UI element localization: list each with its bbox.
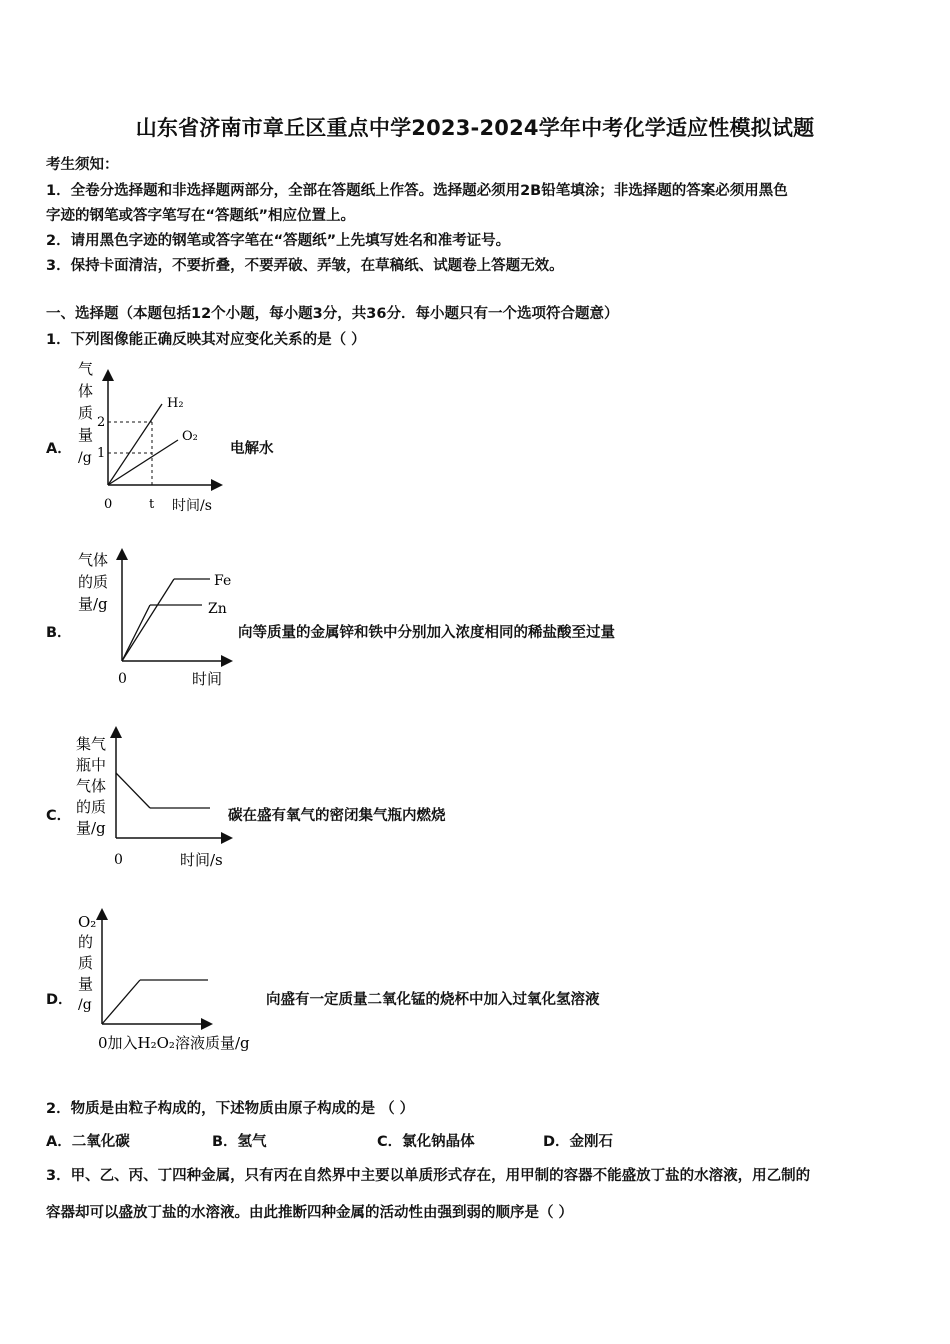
series-label: Zn: [208, 601, 227, 617]
series-line-h2: [108, 404, 162, 485]
series-line-o2: [108, 440, 178, 485]
y-axis-label: 质: [78, 954, 94, 972]
y-axis-label: 量: [78, 975, 94, 993]
series-label: O₂: [182, 429, 198, 444]
section-heading: 一、选择题（本题包括12个小题，每小题3分，共36分．每小题只有一个选项符合题意）: [46, 306, 619, 322]
x-axis-label: 时间/s: [172, 498, 212, 514]
option-label: D．: [46, 992, 73, 1008]
y-axis-label: 量: [78, 426, 94, 444]
page-title: 山东省济南市章丘区重点中学2023-2024学年中考化学适应性模拟试题: [135, 116, 815, 140]
series-label: Fe: [214, 573, 232, 589]
y-axis-label: 的: [78, 933, 94, 951]
origin-label: 0: [118, 671, 127, 687]
graph-a: [70, 360, 230, 520]
y-axis-label: 瓶中: [76, 756, 107, 774]
y-axis-label: 气体: [78, 551, 109, 569]
y-axis-label: 质: [78, 404, 94, 422]
graph-c: [70, 725, 240, 875]
series-label: H₂: [167, 396, 184, 411]
y-axis-label: 的质: [78, 573, 109, 591]
series-line: [102, 980, 140, 1024]
y-axis-label: 量/g: [78, 595, 108, 613]
answer-option: B．氢气: [212, 1134, 267, 1150]
y-axis-label: 气体: [76, 777, 107, 795]
y-axis-label: 气: [78, 360, 94, 378]
x-axis-label: 时间/s: [180, 851, 223, 869]
x-axis-label: 时间: [192, 670, 223, 688]
option-label: B．: [46, 625, 72, 641]
y-axis-label: 体: [78, 382, 94, 400]
answer-option: A．二氧化碳: [46, 1134, 130, 1150]
notice-item: 字迹的钢笔或答字笔写在“答题纸”相应位置上。: [46, 208, 356, 224]
y-axis-label: O₂: [78, 913, 97, 931]
y-axis-label: /g: [78, 450, 92, 466]
question-stem: 1．下列图像能正确反映其对应变化关系的是（ ）: [46, 332, 366, 348]
option-caption: 向盛有一定质量二氧化锰的烧杯中加入过氧化氢溶液: [266, 992, 600, 1008]
origin-label: 0: [104, 497, 113, 512]
graph-d: [70, 907, 270, 1057]
notice-item: 1．全卷分选择题和非选择题两部分，全部在答题纸上作答。选择题必须用2B铅笔填涂；非选择题的答案必须用黑色: [46, 183, 788, 199]
tick-label: 2: [97, 415, 106, 430]
graph-b: [70, 543, 240, 693]
question-stem: 2．物质是由粒子构成的，下述物质由原子构成的是 （ ）: [46, 1101, 415, 1117]
option-label: A．: [46, 441, 72, 457]
notice-heading: 考生须知：: [46, 157, 119, 173]
y-axis-label: /g: [78, 997, 92, 1013]
option-caption: 向等质量的金属锌和铁中分别加入浓度相同的稀盐酸至过量: [238, 625, 615, 641]
question-stem: 容器却可以盛放丁盐的水溶液。由此推断四种金属的活动性由强到弱的顺序是（ ）: [46, 1205, 574, 1221]
series-line: [116, 773, 150, 808]
answer-option: C．氯化钠晶体: [377, 1134, 475, 1150]
option-caption: 电解水: [230, 441, 274, 457]
option-caption: 碳在盛有氧气的密闭集气瓶内燃烧: [228, 808, 446, 824]
y-axis-label: 量/g: [76, 819, 106, 837]
option-label: C．: [46, 808, 72, 824]
tick-label: 1: [97, 446, 106, 461]
x-axis-label: 0加入H₂O₂溶液质量/g: [98, 1034, 250, 1052]
question-stem: 3．甲、乙、丙、丁四种金属，只有丙在自然界中主要以单质形式存在，用甲制的容器不能盛放丁盐的水溶液，用乙制的: [46, 1168, 811, 1184]
notice-item: 2．请用黑色字迹的钢笔或答字笔在“答题纸”上先填写姓名和准考证号。: [46, 233, 511, 249]
notice-item: 3．保持卡面清洁，不要折叠，不要弄破、弄皱，在草稿纸、试题卷上答题无效。: [46, 258, 564, 274]
answer-option: D．金刚石: [543, 1134, 614, 1150]
y-axis-label: 的质: [76, 798, 107, 816]
y-axis-label: 集气: [76, 735, 107, 753]
origin-label: 0: [114, 852, 123, 868]
tick-label: t: [149, 497, 155, 512]
